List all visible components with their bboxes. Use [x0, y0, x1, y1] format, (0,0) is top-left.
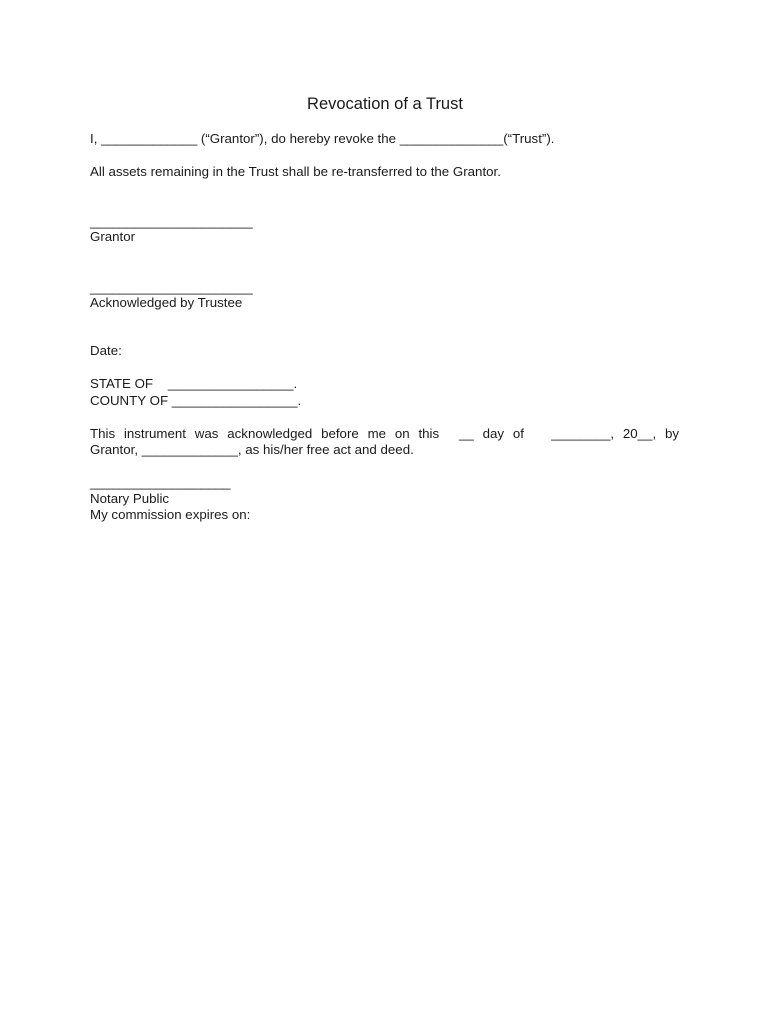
ack-word: before [321, 426, 359, 441]
ack-word: me [367, 426, 387, 441]
acknowledgment-line-1 [90, 426, 679, 442]
ack-word: acknowledged [227, 426, 313, 441]
trustee-signature-line: ______________________ [90, 280, 253, 295]
ack-word: this [418, 426, 440, 441]
ack-word: on [394, 426, 410, 441]
trustee-label: Acknowledged by Trustee [90, 295, 243, 310]
revocation-statement: I, _____________ (“Grantor”), do hereby revoke the ______________(“Trust”). [90, 131, 555, 146]
ack-year-blank: 20__, [622, 426, 657, 441]
ack-word: This [90, 426, 116, 441]
ack-month-blank: ________, [532, 426, 615, 441]
county-line: COUNTY OF _________________. [90, 393, 302, 408]
commission-label: My commission expires on: [90, 507, 251, 522]
document-title: Revocation of a Trust [307, 95, 463, 113]
date-label: Date: [90, 343, 122, 358]
notary-label: Notary Public [90, 491, 170, 506]
assets-statement: All assets remaining in the Trust shall be re-transferred to the Grantor. [90, 164, 501, 179]
ack-word: by [664, 426, 679, 441]
acknowledgment-line-2: Grantor, _____________, as his/her free act and deed. [90, 442, 414, 457]
state-line: STATE OF _________________. [90, 376, 298, 391]
grantor-signature-line: ______________________ [90, 214, 253, 229]
ack-word: instrument [123, 426, 186, 441]
ack-day-blank: __ [447, 426, 474, 441]
ack-word: day [482, 426, 505, 441]
ack-word: was [194, 426, 219, 441]
ack-word: of [512, 426, 524, 441]
notary-signature-line: ___________________ [90, 475, 231, 490]
grantor-label: Grantor [90, 229, 136, 244]
